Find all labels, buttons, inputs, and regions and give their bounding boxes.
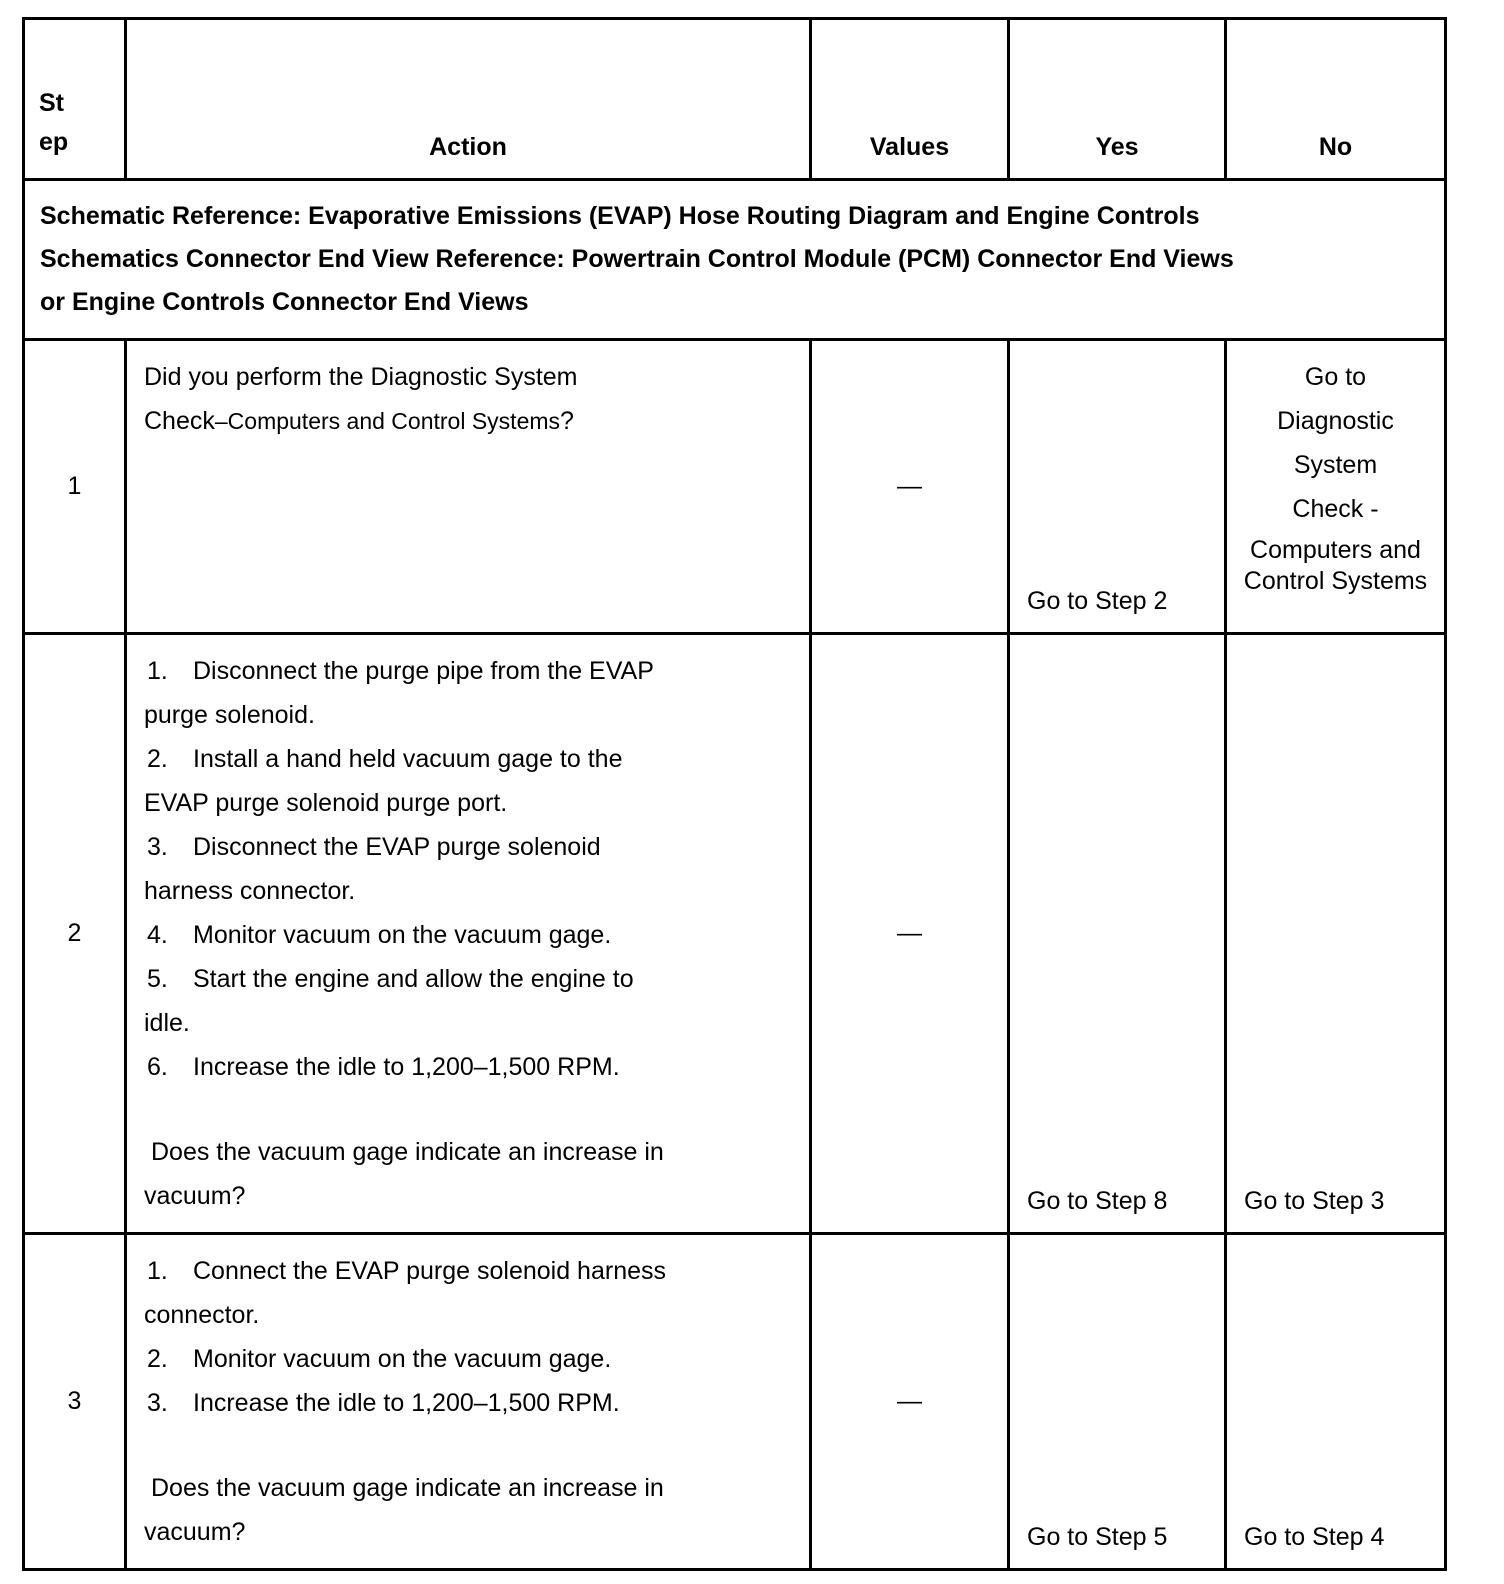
step-item-number: 1. [147, 657, 168, 685]
question-text: vacuum? [144, 1182, 246, 1210]
yes-link[interactable]: Go to Step 8 [1027, 1187, 1168, 1215]
step-item-number: 1. [147, 1257, 168, 1285]
no-line: Diagnostic [1277, 407, 1394, 435]
step-item-number: 3. [147, 833, 168, 861]
step-number: 1 [24, 340, 126, 634]
action-step [144, 1249, 789, 1293]
step-item-text: Increase the idle to 1,200–1,500 RPM. [193, 1053, 620, 1081]
action-step [144, 913, 789, 957]
no-link[interactable]: Go to Step 4 [1244, 1523, 1385, 1551]
no-line: Computers and [1250, 536, 1421, 564]
question-text: Does the vacuum gage indicate an increase in [151, 1138, 664, 1166]
yes-cell [1009, 340, 1226, 634]
no-line: Check - [1292, 495, 1379, 523]
table-row-step-3 [24, 1234, 1446, 1570]
values-cell: — [811, 634, 1009, 1234]
no-link[interactable]: Go to Step 3 [1244, 1187, 1385, 1215]
no-line: System [1293, 451, 1378, 479]
action-step [144, 957, 789, 1001]
action-text: –Computers and Control Systems [214, 408, 561, 434]
no-cell [1226, 340, 1446, 634]
action-step [144, 649, 789, 693]
action-cell [126, 634, 811, 1234]
reference-line-3: or Engine Controls Connector End Views [40, 288, 529, 316]
step-item-number: 5. [147, 965, 168, 993]
step-item-text: Disconnect the EVAP purge solenoid [193, 833, 601, 861]
action-cell [126, 340, 811, 634]
step-item-continuation: connector. [144, 1301, 260, 1329]
step-item-text: Disconnect the purge pipe from the EVAP [193, 657, 654, 685]
action-line: Did you perform the Diagnostic System [144, 363, 578, 391]
table-row-step-2 [24, 634, 1446, 1234]
yes-cell [1009, 1234, 1226, 1570]
yes-link[interactable]: Go to Step 2 [1027, 587, 1168, 615]
step-item-text: Monitor vacuum on the vacuum gage. [193, 1345, 612, 1373]
step-item-number: 6. [147, 1053, 168, 1081]
action-step [144, 1337, 789, 1381]
step-item-text: Increase the idle to 1,200–1,500 RPM. [193, 1389, 620, 1417]
step-item-text: Monitor vacuum on the vacuum gage. [193, 921, 612, 949]
step-item-continuation: harness connector. [144, 877, 356, 905]
header-row [24, 19, 1446, 180]
action-line [144, 399, 789, 443]
no-line: Go to [1304, 363, 1367, 391]
no-cell [1226, 634, 1446, 1234]
header-step [24, 19, 126, 180]
step-item-number: 2. [147, 1345, 168, 1373]
action-step [144, 737, 789, 781]
action-step [144, 825, 789, 869]
header-yes: Yes [1009, 19, 1226, 180]
step-item-number: 4. [147, 921, 168, 949]
values-cell: — [811, 340, 1009, 634]
step-item-number: 2. [147, 745, 168, 773]
step-item-continuation: purge solenoid. [144, 701, 315, 729]
yes-link[interactable]: Go to Step 5 [1027, 1523, 1168, 1551]
header-no: No [1226, 19, 1446, 180]
action-cell [126, 1234, 811, 1570]
no-link[interactable] [1227, 341, 1444, 597]
step-item-text: Install a hand held vacuum gage to the [193, 745, 623, 773]
question-text: vacuum? [144, 1518, 246, 1546]
step-item-number: 3. [147, 1389, 168, 1417]
step-item-continuation: idle. [144, 1009, 190, 1037]
schematic-reference [24, 180, 1446, 340]
header-values: Values [811, 19, 1009, 180]
diagnostic-table [22, 17, 1447, 1571]
step-item-text: Connect the EVAP purge solenoid harness [193, 1257, 666, 1285]
action-text: Check [144, 407, 215, 435]
action-text: ? [560, 407, 574, 435]
step-number: 2 [24, 634, 126, 1234]
question-text: Does the vacuum gage indicate an increase in [151, 1474, 664, 1502]
reference-row [24, 180, 1446, 340]
action-step [144, 1045, 789, 1089]
action-step [144, 1381, 789, 1425]
values-cell: — [811, 1234, 1009, 1570]
yes-cell [1009, 634, 1226, 1234]
step-item-continuation: EVAP purge solenoid purge port. [144, 789, 508, 817]
header-step-line1: St [39, 89, 64, 117]
step-number: 3 [24, 1234, 126, 1570]
table-row-step-1 [24, 340, 1446, 634]
reference-line-1: Schematic Reference: Evaporative Emissions (EVAP) Hose Routing Diagram and Engine Controls [40, 202, 1200, 230]
header-step-line2: ep [39, 128, 69, 156]
no-cell [1226, 1234, 1446, 1570]
no-line: Control Systems [1243, 567, 1428, 595]
header-action: Action [126, 19, 811, 180]
step-item-text: Start the engine and allow the engine to [193, 965, 634, 993]
reference-line-2: Schematics Connector End View Reference: Powertrain Control Module (PCM) Connector End Views [40, 245, 1234, 273]
